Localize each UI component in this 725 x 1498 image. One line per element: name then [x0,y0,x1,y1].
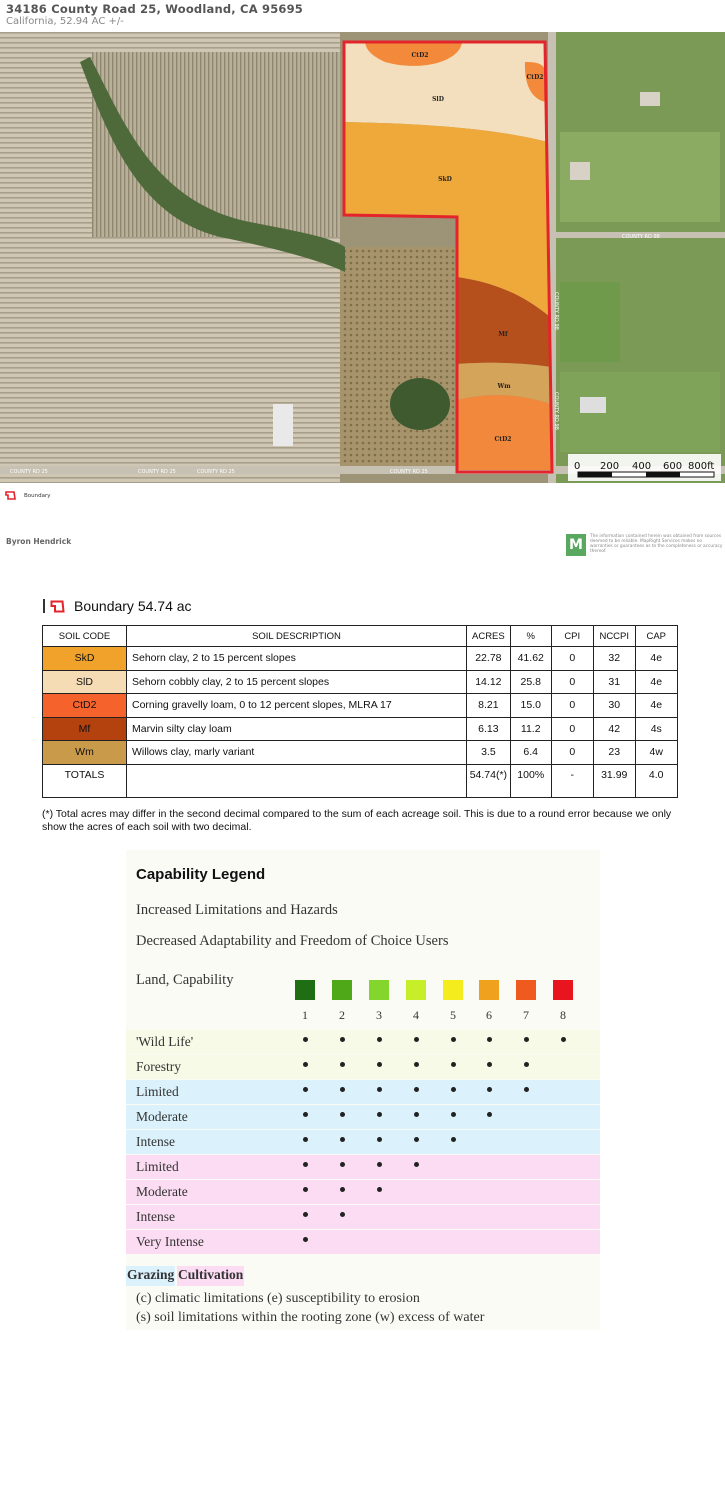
capability-dot [303,1062,308,1067]
soil-row-mf [43,717,678,741]
totals-cpi-cell: - [551,764,593,797]
capability-row-label: Intense [136,1134,175,1149]
capability-class-5-number: 5 [450,1008,456,1022]
capability-dot [414,1062,419,1067]
soil-nccpi-cell: 31 [593,670,635,694]
capability-dot [340,1212,345,1217]
col-acres: ACRES [467,626,511,647]
col-cap: CAP [635,626,677,647]
capability-row-limited [126,1080,600,1104]
capability-dot [377,1162,382,1167]
capability-row-limited [126,1155,600,1179]
cultivation-tag: Cultivation [177,1266,244,1286]
road-label-3: COUNTY RD 25 [197,469,235,475]
soil-description-cell: Corning gravelly loam, 0 to 12 percent slopes, MLRA 17 [127,694,467,718]
soil-percent-cell: 25.8 [510,670,551,694]
soil-cap-cell: 4s [635,717,677,741]
capability-dot [377,1112,382,1117]
capability-dot [340,1062,345,1067]
capability-dot [377,1037,382,1042]
capability-class-7-number: 7 [523,1008,529,1022]
capability-dot [487,1062,492,1067]
capability-dot [303,1162,308,1167]
zone-ctd2-south [457,395,552,470]
grazing-tag: Grazing [126,1266,175,1286]
road-label-7: COUNTY RD 98 [622,234,660,240]
col-nccpi: NCCPI [593,626,635,647]
capability-class-6-swatch [479,980,499,1000]
boundary-heading [43,598,192,614]
capability-row-label: Forestry [136,1059,181,1074]
soil-code-cell: SkD [43,647,127,671]
heading-bar [43,599,45,613]
soil-cap-cell: 4e [635,647,677,671]
soil-row-ctd2 [43,694,678,718]
capability-row-intense [126,1130,600,1154]
soil-percent-cell: 11.2 [510,717,551,741]
soil-cpi-cell: 0 [551,694,593,718]
capability-dot [303,1112,308,1117]
capability-dot [414,1037,419,1042]
capability-dot [487,1112,492,1117]
capability-dot [451,1087,456,1092]
capability-line-limitations: Increased Limitations and Hazards [136,902,338,918]
capability-dot [414,1087,419,1092]
capability-dot [524,1037,529,1042]
soil-description-cell: Willows clay, marly variant [127,741,467,765]
capability-note-ce: (c) climatic limitations (e) susceptibility to erosion [136,1291,420,1306]
road-label-1: COUNTY RD 25 [10,469,48,475]
boundary-legend-icon [5,491,16,500]
map-label-ctd2-north: CtD2 [411,52,429,59]
soil-acres-cell: 8.21 [467,694,511,718]
acreage-footnote: (*) Total acres may differ in the second decimal compared to the sum of each acreage soil. This is due to a round error because we only show the acres of each soil with two decimal. [42,808,672,833]
house-building-2 [570,162,590,180]
boundary-legend-label: Boundary [24,492,51,499]
disclaimer-text: The information contained herein was obtained from sources deemed to be reliable. MapRight Services makes no warranties or guarantees as to the completeness or accuracy thereof. [590,534,723,554]
mapright-logo: M [566,534,586,556]
capability-row-label: Intense [136,1209,175,1224]
capability-dot [303,1087,308,1092]
boundary-title: Boundary 54.74 ac [74,598,192,614]
scale-label-0: 0 [574,461,581,472]
soil-table-header [43,626,678,647]
capability-title: Capability Legend [136,866,266,883]
capability-note-sw: (s) soil limitations within the rooting zone (w) excess of water [136,1310,485,1325]
capability-dot [340,1112,345,1117]
totals-nccpi-cell: 31.99 [593,764,635,797]
col-soil-description: SOIL DESCRIPTION [127,626,467,647]
capability-dot [377,1087,382,1092]
soil-nccpi-cell: 32 [593,647,635,671]
col-soil-code: SOIL CODE [43,626,127,647]
soil-cpi-cell: 0 [551,741,593,765]
capability-dot [377,1137,382,1142]
capability-dot [524,1062,529,1067]
capability-dot [487,1087,492,1092]
capability-row-label: Limited [136,1159,179,1174]
capability-dot [303,1137,308,1142]
capability-row-label: 'Wild Life' [136,1034,194,1049]
capability-dot [451,1112,456,1117]
field-east-2 [560,282,620,362]
totals-cap-cell: 4.0 [635,764,677,797]
barn-building [273,404,293,446]
map-label-mf: Mf [498,331,508,338]
soil-cap-cell: 4e [635,694,677,718]
capability-class-1-swatch [295,980,315,1000]
soil-acres-cell: 6.13 [467,717,511,741]
soil-row-sld [43,670,678,694]
scale-label-800ft: 800ft [688,461,715,472]
boundary-heading-icon [50,600,65,613]
road-label-2: COUNTY RD 25 [138,469,176,475]
map-label-ctd2-ne: CtD2 [526,74,544,81]
capability-dot [340,1137,345,1142]
capability-dot [451,1062,456,1067]
road-label-4: COUNTY RD 25 [390,469,428,475]
capability-class-5-swatch [443,980,463,1000]
capability-dot [524,1087,529,1092]
totals-percent-cell: 100% [510,764,551,797]
capability-class-7-swatch [516,980,536,1000]
tree-cluster [390,378,450,430]
soil-percent-cell: 41.62 [510,647,551,671]
soil-percent-cell: 15.0 [510,694,551,718]
capability-dot [340,1187,345,1192]
capability-dot [487,1037,492,1042]
soil-code-cell: CtD2 [43,694,127,718]
road-label-5: COUNTY RD 98 [553,292,559,330]
capability-dot [303,1037,308,1042]
soil-cpi-cell: 0 [551,647,593,671]
scale-label-400: 400 [632,461,652,472]
soil-table [42,625,678,798]
capability-row-label: Limited [136,1084,179,1099]
scale-label-600: 600 [663,461,683,472]
capability-class-3-number: 3 [376,1008,382,1022]
capability-dot [451,1037,456,1042]
soil-acres-cell: 14.12 [467,670,511,694]
totals-blank-cell [127,764,467,797]
aerial-soil-map[interactable] [0,32,725,483]
soil-description-cell: Sehorn cobbly clay, 2 to 15 percent slopes [127,670,467,694]
soil-percent-cell: 6.4 [510,741,551,765]
capability-dot [451,1137,456,1142]
capability-legend [126,850,600,1330]
capability-row-wild-life [126,1030,600,1054]
col-cpi: CPI [551,626,593,647]
capability-class-4-swatch [406,980,426,1000]
capability-dot [561,1037,566,1042]
soil-description-cell: Sehorn clay, 2 to 15 percent slopes [127,647,467,671]
soil-table-body [43,647,678,798]
soil-nccpi-cell: 42 [593,717,635,741]
capability-class-8-swatch [553,980,573,1000]
address-title: 34186 County Road 25, Woodland, CA 95695 [6,2,304,16]
map-label-sld: SlD [432,96,444,103]
soil-nccpi-cell: 30 [593,694,635,718]
capability-row-label: Very Intense [136,1234,204,1249]
map-label-skd: SkD [438,176,452,183]
capability-line-adaptability: Decreased Adaptability and Freedom of Choice Users [136,933,449,949]
totals-acres-cell: 54.74(*) [467,764,511,797]
capability-dot [414,1162,419,1167]
capability-row-label: Moderate [136,1109,188,1124]
capability-dot [414,1137,419,1142]
soil-cpi-cell: 0 [551,717,593,741]
map-label-wm: Wm [497,383,511,390]
capability-dot [303,1212,308,1217]
capability-dot [414,1112,419,1117]
house-building-3 [640,92,660,106]
soil-description-cell: Marvin silty clay loam [127,717,467,741]
capability-class-2-swatch [332,980,352,1000]
soil-row-skd [43,647,678,671]
capability-class-6-number: 6 [486,1008,492,1022]
capability-dot [303,1187,308,1192]
map-label-ctd2-south: CtD2 [494,436,512,443]
soil-nccpi-cell: 23 [593,741,635,765]
capability-dot [340,1087,345,1092]
col-percent: % [510,626,551,647]
soil-cpi-cell: 0 [551,670,593,694]
capability-dot [340,1037,345,1042]
capability-class-2-number: 2 [339,1008,345,1022]
capability-dot [377,1187,382,1192]
soil-row-wm [43,741,678,765]
orchard-center [340,247,455,472]
capability-class-1-number: 1 [302,1008,308,1022]
land-capability-label: Land, Capability [136,972,234,988]
house-building-1 [580,397,606,413]
capability-row-very-intense [126,1230,600,1254]
soil-cap-cell: 4e [635,670,677,694]
totals-label-cell: TOTALS [43,764,127,797]
soil-cap-cell: 4w [635,741,677,765]
disclaimer-block [566,534,724,556]
capability-row-forestry [126,1055,600,1079]
map-legend [5,491,51,500]
capability-dot [303,1237,308,1242]
capability-class-4-number: 4 [413,1008,419,1022]
capability-row-moderate [126,1180,600,1204]
soil-acres-cell: 22.78 [467,647,511,671]
capability-class-3-swatch [369,980,389,1000]
capability-row-intense [126,1205,600,1229]
capability-class-8-number: 8 [560,1008,566,1022]
soil-code-cell: SlD [43,670,127,694]
capability-row-moderate [126,1105,600,1129]
acreage-subtitle: California, 52.94 AC +/- [6,16,124,27]
scale-bar [568,454,721,481]
soil-code-cell: Mf [43,717,127,741]
author-name: Byron Hendrick [6,537,72,546]
road-label-6: COUNTY RD 98 [553,392,559,430]
capability-row-label: Moderate [136,1184,188,1199]
scale-label-200: 200 [600,461,620,472]
soil-totals-row [43,764,678,797]
capability-dot [340,1162,345,1167]
soil-code-cell: Wm [43,741,127,765]
map-canvas [0,32,725,483]
capability-dot [377,1062,382,1067]
soil-acres-cell: 3.5 [467,741,511,765]
